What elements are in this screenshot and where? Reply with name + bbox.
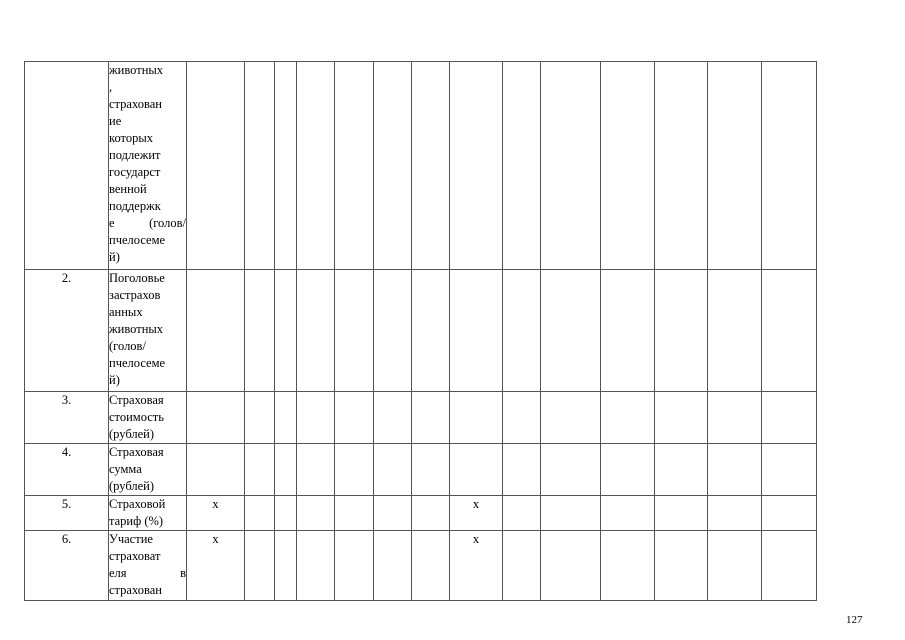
row-label-line: еля в — [109, 566, 186, 580]
empty-cell — [762, 496, 817, 531]
empty-cell — [335, 270, 374, 392]
empty-cell — [412, 444, 450, 496]
empty-cell — [412, 496, 450, 531]
row-label — [109, 531, 187, 601]
row-label-line: страхован — [109, 583, 162, 597]
row-label-line: Поголовье — [109, 271, 165, 285]
empty-cell — [708, 444, 762, 496]
page-number: 127 — [846, 614, 863, 626]
row-label-line: Страховой — [109, 497, 166, 511]
empty-cell — [601, 444, 655, 496]
x-mark-cell — [187, 444, 245, 496]
x-mark-cell — [450, 270, 503, 392]
x-mark-cell: x — [187, 531, 245, 601]
row-number: 2. — [25, 270, 109, 392]
table-row — [25, 444, 817, 496]
x-mark-cell: x — [187, 496, 245, 531]
row-label-line: ие — [109, 114, 122, 128]
row-label — [109, 392, 187, 444]
empty-cell — [297, 270, 335, 392]
row-label-line: тариф (%) — [109, 514, 164, 528]
empty-cell — [708, 392, 762, 444]
row-label-line: (рублей) — [109, 479, 155, 493]
empty-cell — [762, 270, 817, 392]
empty-cell — [541, 62, 601, 270]
row-label-line: Страховая — [109, 445, 164, 459]
empty-cell — [655, 392, 708, 444]
empty-cell — [541, 270, 601, 392]
empty-cell — [762, 444, 817, 496]
row-label-line: пчелосеме — [109, 233, 166, 247]
empty-cell — [374, 270, 412, 392]
empty-cell — [412, 270, 450, 392]
empty-cell — [297, 62, 335, 270]
empty-cell — [762, 392, 817, 444]
empty-cell — [655, 444, 708, 496]
empty-cell — [374, 392, 412, 444]
table-body — [25, 62, 817, 601]
empty-cell — [275, 392, 297, 444]
empty-cell — [275, 531, 297, 601]
empty-cell — [335, 496, 374, 531]
row-label-line: (голов/ — [109, 339, 146, 353]
empty-cell — [601, 496, 655, 531]
empty-cell — [245, 392, 275, 444]
row-label-line: поддержк — [109, 199, 161, 213]
empty-cell — [655, 270, 708, 392]
insurance-form-table — [24, 61, 817, 601]
row-label-line: пчелосеме — [109, 356, 166, 370]
table-row — [25, 392, 817, 444]
empty-cell — [335, 444, 374, 496]
row-label — [109, 444, 187, 496]
empty-cell — [503, 444, 541, 496]
row-label-line: венной — [109, 182, 147, 196]
empty-cell — [374, 444, 412, 496]
empty-cell — [374, 62, 412, 270]
empty-cell — [503, 62, 541, 270]
row-label-line: (рублей) — [109, 427, 155, 441]
empty-cell — [708, 62, 762, 270]
empty-cell — [245, 496, 275, 531]
empty-cell — [503, 496, 541, 531]
empty-cell — [297, 531, 335, 601]
empty-cell — [601, 392, 655, 444]
row-label-line: й) — [109, 250, 120, 264]
empty-cell — [275, 270, 297, 392]
row-label-line: животных — [109, 322, 164, 336]
empty-cell — [655, 496, 708, 531]
x-mark-cell: x — [450, 531, 503, 601]
table-row — [25, 270, 817, 392]
row-label-line: страхован — [109, 97, 162, 111]
table-row — [25, 496, 817, 531]
empty-cell — [503, 392, 541, 444]
table-row — [25, 531, 817, 601]
empty-cell — [541, 496, 601, 531]
row-label-line: подлежит — [109, 148, 161, 162]
row-label — [109, 270, 187, 392]
x-mark-cell — [450, 62, 503, 270]
empty-cell — [275, 444, 297, 496]
empty-cell — [245, 270, 275, 392]
row-label-line: Страховая — [109, 393, 164, 407]
x-mark-cell — [187, 392, 245, 444]
empty-cell — [762, 531, 817, 601]
empty-cell — [541, 531, 601, 601]
empty-cell — [412, 392, 450, 444]
empty-cell — [297, 444, 335, 496]
row-label — [109, 62, 187, 270]
empty-cell — [245, 444, 275, 496]
empty-cell — [374, 496, 412, 531]
empty-cell — [245, 531, 275, 601]
row-label-line: животных — [109, 63, 164, 77]
empty-cell — [708, 270, 762, 392]
row-label-line: Участие — [109, 532, 153, 546]
x-mark-cell — [187, 270, 245, 392]
empty-cell — [335, 392, 374, 444]
empty-cell — [412, 531, 450, 601]
empty-cell — [335, 531, 374, 601]
row-label-line: сумма — [109, 462, 142, 476]
row-label-line: страховат — [109, 549, 161, 563]
x-mark-cell — [187, 62, 245, 270]
row-number: 4. — [25, 444, 109, 496]
row-label-line: анных — [109, 305, 143, 319]
x-mark-cell — [450, 444, 503, 496]
row-label-line: застрахов — [109, 288, 161, 302]
row-number — [25, 62, 109, 270]
empty-cell — [601, 270, 655, 392]
row-number: 5. — [25, 496, 109, 531]
empty-cell — [541, 392, 601, 444]
x-mark-cell — [450, 392, 503, 444]
empty-cell — [275, 496, 297, 531]
empty-cell — [374, 531, 412, 601]
empty-cell — [412, 62, 450, 270]
row-number: 3. — [25, 392, 109, 444]
empty-cell — [655, 62, 708, 270]
row-label-line: , — [109, 80, 113, 94]
empty-cell — [541, 444, 601, 496]
empty-cell — [655, 531, 708, 601]
empty-cell — [297, 392, 335, 444]
empty-cell — [503, 270, 541, 392]
row-label-line: й) — [109, 373, 120, 387]
empty-cell — [601, 531, 655, 601]
row-label-line: е (голов/ — [109, 216, 186, 230]
row-number: 6. — [25, 531, 109, 601]
empty-cell — [762, 62, 817, 270]
row-label-line: которых — [109, 131, 153, 145]
empty-cell — [297, 496, 335, 531]
empty-cell — [335, 62, 374, 270]
table-row — [25, 62, 817, 270]
empty-cell — [503, 531, 541, 601]
row-label-line: государст — [109, 165, 161, 179]
x-mark-cell: x — [450, 496, 503, 531]
empty-cell — [601, 62, 655, 270]
row-label — [109, 496, 187, 531]
row-label-line: стоимость — [109, 410, 164, 424]
empty-cell — [708, 496, 762, 531]
empty-cell — [275, 62, 297, 270]
empty-cell — [708, 531, 762, 601]
empty-cell — [245, 62, 275, 270]
